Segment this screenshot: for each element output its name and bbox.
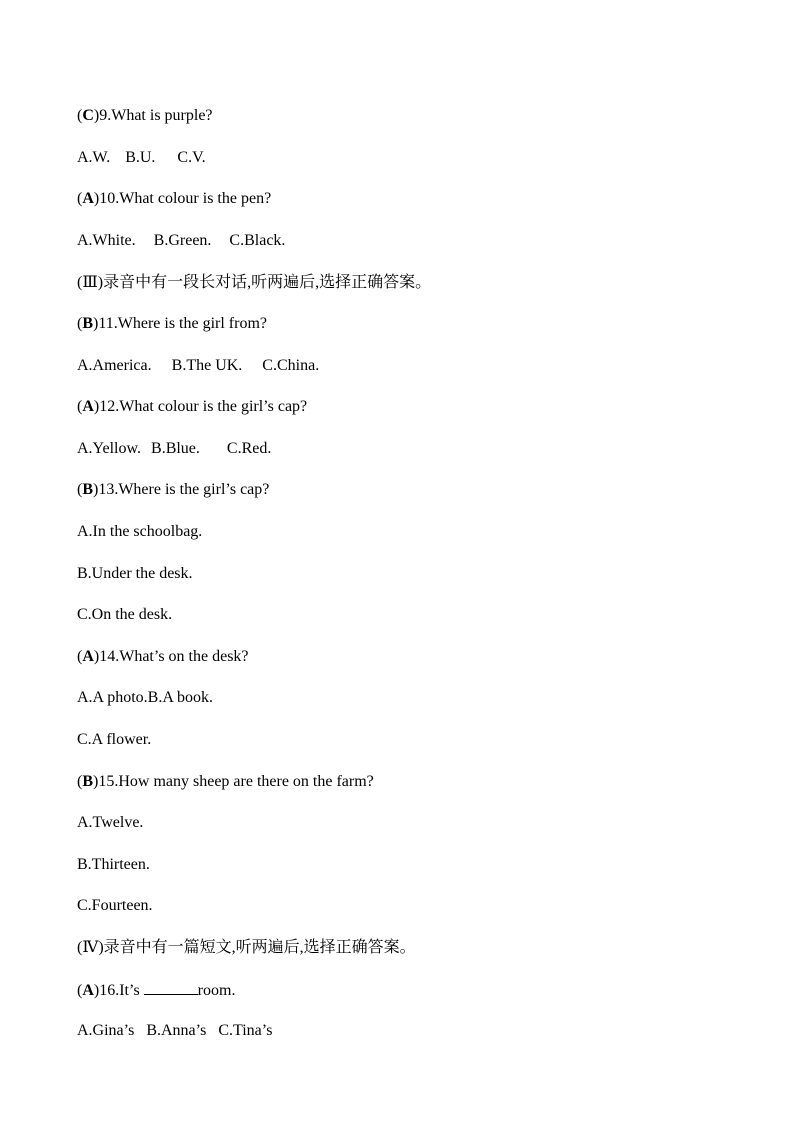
question-text: .What is purple? (107, 107, 213, 124)
option-b: B.The UK. (171, 357, 243, 374)
options-14-ab (77, 688, 213, 708)
option-c: C.Black. (229, 232, 286, 249)
option-a: A.America. (77, 357, 152, 374)
paren-open: ( (77, 982, 83, 999)
paren-close: ) (93, 107, 100, 124)
option-a: A.W. (77, 149, 111, 166)
paren-open: ( (77, 107, 83, 124)
option-a-15: A.Twelve. (77, 814, 144, 831)
options-10 (77, 231, 285, 251)
question-16 (77, 980, 235, 1001)
option-a-13: A.In the schoolbag. (77, 523, 203, 540)
paren-open: ( (77, 481, 83, 498)
option-b: B.Anna’s (146, 1022, 207, 1039)
question-text: .What colour is the pen? (115, 190, 272, 207)
question-15 (77, 772, 374, 792)
options-11 (77, 356, 319, 376)
option-c: C.Tina’s (218, 1022, 273, 1039)
answer-letter: A (82, 190, 94, 207)
option-a: A.Gina’s (77, 1022, 135, 1039)
paren-close: ) (93, 190, 100, 207)
option-c-14: C.A flower. (77, 731, 152, 748)
paren-close: ) (93, 315, 99, 332)
answer-letter: B (82, 315, 93, 332)
option-c-15: C.Fourteen. (77, 897, 153, 914)
options-9 (77, 148, 206, 168)
paren-open: ( (77, 398, 83, 415)
answer-letter: B (82, 481, 93, 498)
options-12 (77, 439, 271, 459)
question-10 (77, 189, 271, 209)
question-13 (77, 480, 269, 500)
answer-letter: C (82, 107, 94, 124)
option-b: B.U. (125, 149, 156, 166)
paren-open: ( (77, 190, 83, 207)
question-12 (77, 397, 307, 417)
paren-close: ) (93, 481, 99, 498)
paren-open: ( (77, 773, 83, 790)
question-9 (77, 106, 213, 126)
paren-close: ) (93, 773, 99, 790)
question-text: .Where is the girl from? (113, 315, 268, 332)
question-number: 14 (99, 648, 116, 665)
question-14 (77, 647, 249, 667)
question-text: .What’s on the desk? (115, 648, 249, 665)
paren-open: ( (77, 315, 83, 332)
option-a: A.Yellow. (77, 440, 142, 457)
question-11 (77, 314, 267, 334)
paren-close: ) (93, 648, 100, 665)
paren-close: ) (93, 398, 100, 415)
section-heading-3: (Ⅲ)录音中有一段长对话,听两遍后,选择正确答案。 (77, 274, 432, 291)
answer-letter: A (82, 648, 94, 665)
question-number: 11 (98, 315, 114, 332)
question-number: 9 (99, 107, 108, 124)
question-number: 12 (99, 398, 116, 415)
option-c-13: C.On the desk. (77, 606, 173, 623)
paren-close: ) (93, 982, 100, 999)
option-b: B.Green. (153, 232, 212, 249)
option-c: C.V. (177, 149, 206, 166)
option-a: A.White. (77, 232, 136, 249)
answer-letter: A (82, 398, 94, 415)
paren-open: ( (77, 648, 83, 665)
option-b: B.A book. (147, 689, 214, 706)
answer-letter: B (82, 773, 93, 790)
option-c: C.Red. (226, 440, 272, 457)
question-number: 16 (99, 982, 116, 999)
question-number: 15 (98, 773, 115, 790)
question-text: .What colour is the girl’s cap? (115, 398, 308, 415)
answer-letter: A (82, 982, 94, 999)
section-heading-4: (Ⅳ)录音中有一篇短文,听两遍后,选择正确答案。 (77, 939, 416, 956)
option-a: A.A photo. (77, 689, 148, 706)
question-number: 10 (99, 190, 116, 207)
question-text: .How many sheep are there on the farm? (114, 773, 374, 790)
question-text: .Where is the girl’s cap? (114, 481, 270, 498)
option-b: B.Blue. (151, 440, 200, 457)
question-text-after: room. (197, 982, 236, 999)
option-b-15: B.Thirteen. (77, 856, 150, 873)
question-number: 13 (98, 481, 115, 498)
option-b-13: B.Under the desk. (77, 565, 193, 582)
option-c: C.China. (262, 357, 320, 374)
question-text-before: .It’s (115, 982, 144, 999)
answer-blank (144, 980, 198, 995)
options-16 (77, 1021, 272, 1041)
